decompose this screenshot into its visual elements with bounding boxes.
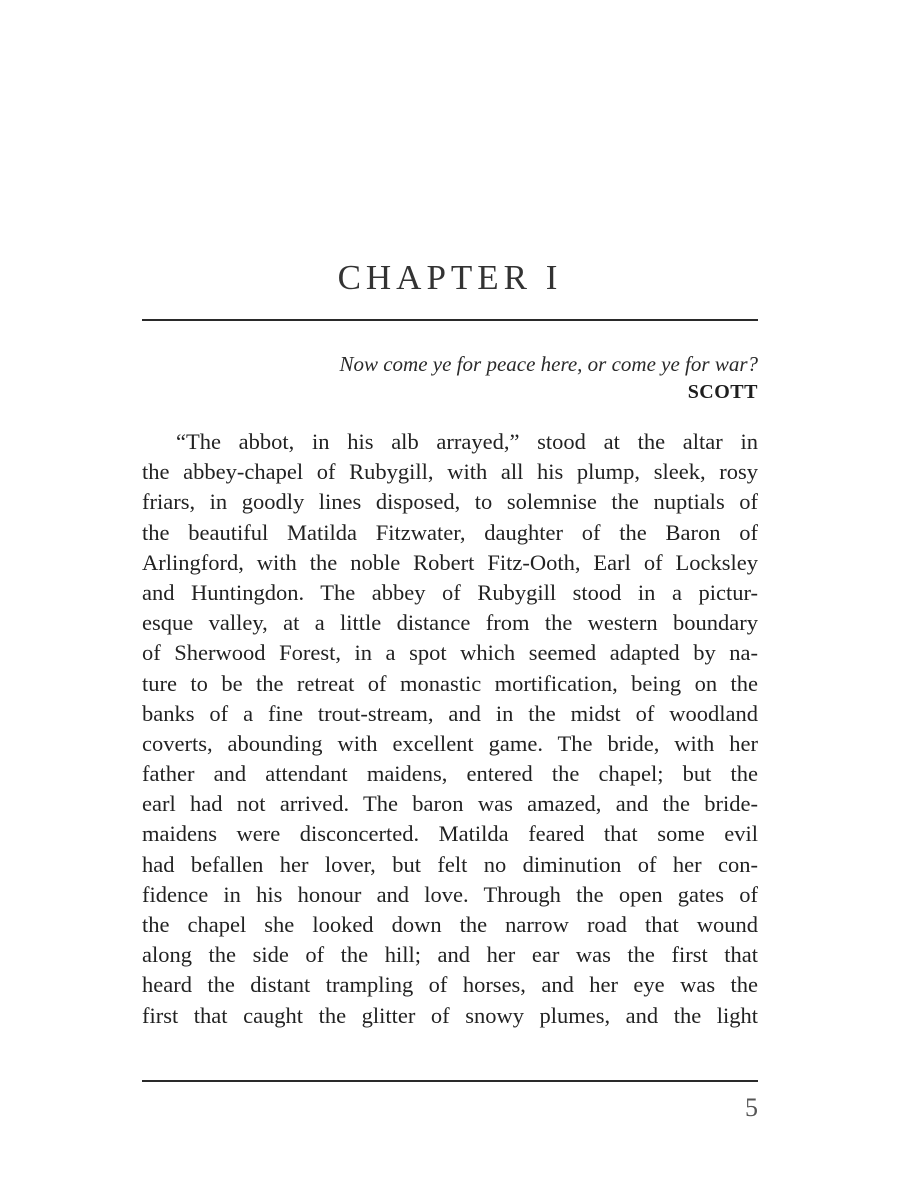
epigraph-quote: Now come ye for peace here, or come ye for war? bbox=[339, 352, 758, 376]
text-line: fidence in his honour and love. Through the open gates of bbox=[142, 881, 758, 907]
text-line: the beautiful Matilda Fitzwater, daughter of the Baron of bbox=[142, 519, 758, 545]
page-number: 5 bbox=[745, 1093, 758, 1122]
text-line: had befallen her lover, but felt no diminution of her con- bbox=[142, 851, 758, 877]
text-line: earl had not arrived. The baron was amazed, and the bride- bbox=[142, 791, 758, 817]
epigraph-author: SCOTT bbox=[687, 381, 758, 403]
bottom-rule-divider bbox=[142, 1080, 758, 1082]
text-line: the abbey-chapel of Rubygill, with all his plump, sleek, rosy bbox=[142, 459, 758, 485]
top-rule-divider bbox=[142, 319, 758, 321]
text-line: maidens were disconcerted. Matilda feared that some evil bbox=[142, 821, 758, 847]
text-line: and Huntingdon. The abbey of Rubygill stood in a pictur- bbox=[142, 579, 758, 605]
epigraph bbox=[142, 350, 758, 406]
text-line: “The abbot, in his alb arrayed,” stood at the altar in bbox=[176, 429, 758, 454]
text-line: first that caught the glitter of snowy plumes, and the light bbox=[142, 1002, 758, 1028]
text-line: ture to be the retreat of monastic mortification, being on the bbox=[142, 670, 758, 696]
text-line: esque valley, at a little distance from the western boundary bbox=[142, 610, 758, 636]
text-line: the chapel she looked down the narrow road that wound bbox=[142, 912, 758, 937]
chapter-title: CHAPTER I bbox=[337, 258, 563, 297]
text-line: friars, in goodly lines disposed, to solemnise the nuptials of bbox=[142, 489, 758, 515]
text-line: Arlingford, with the noble Robert Fitz-Ooth, Earl of Locksley bbox=[142, 549, 758, 575]
text-line: coverts, abounding with excellent game. The bride, with her bbox=[142, 730, 758, 756]
body-paragraph bbox=[142, 427, 758, 1031]
text-line: of Sherwood Forest, in a spot which seemed adapted by na- bbox=[142, 640, 758, 666]
text-line: heard the distant trampling of horses, and her eye was the bbox=[142, 972, 758, 998]
text-line: along the side of the hill; and her ear was the first that bbox=[142, 942, 758, 968]
text-line: banks of a fine trout-stream, and in the midst of woodland bbox=[142, 700, 758, 726]
text-line: father and attendant maidens, entered the chapel; but the bbox=[142, 761, 758, 787]
